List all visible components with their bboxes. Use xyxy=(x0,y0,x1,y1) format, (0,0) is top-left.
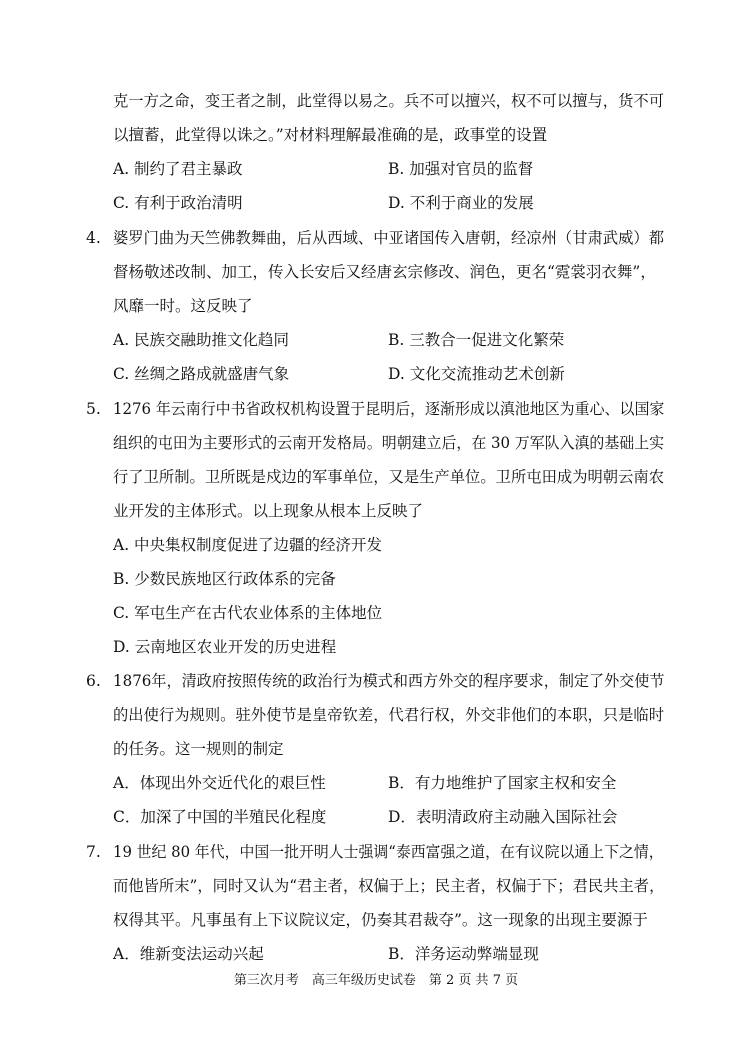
option-c: C. 军屯生产在古代农业体系的主体地位 xyxy=(113,604,383,622)
question-text-line: 1276 年云南行中书省政权机构设置于昆明后，逐渐形成以滇池地区为重心、以国家 xyxy=(113,400,665,418)
option-d: D. 文化交流推动艺术创新 xyxy=(388,365,565,383)
question-text-line: 业开发的主体形式。以上现象从根本上反映了 xyxy=(113,502,424,520)
option-a: A．体现出外交近代化的艰巨性 xyxy=(113,774,326,792)
question-text-line: 的出使行为规则。驻外使节是皇帝钦差，代君行权，外交非他们的本职，只是临时 xyxy=(113,706,665,724)
question-text-line: 以擅蓄，此堂得以诛之。”对材料理解最准确的是，政事堂的设置 xyxy=(113,126,548,144)
question-6-number: 6. xyxy=(86,672,101,690)
option-b: B. 加强对官员的监督 xyxy=(388,160,534,178)
option-d: D. 云南地区农业开发的历史进程 xyxy=(113,638,337,656)
option-a: A. 中央集权制度促进了边疆的经济开发 xyxy=(113,536,383,554)
option-a: A. 民族交融助推文化趋同 xyxy=(113,331,290,349)
option-a: A. 制约了君主暴政 xyxy=(113,160,243,178)
option-b: B. 三教合一促进文化繁荣 xyxy=(388,331,565,349)
option-c: C．加深了中国的半殖民化程度 xyxy=(113,808,327,826)
question-text-line: 19 世纪 80 年代，中国一批开明人士强调“泰西富强之道，在有议院以通上下之情， xyxy=(113,843,664,861)
question-text-line: 1876年，清政府按照传统的政治行为模式和西方外交的程序要求，制定了外交使节 xyxy=(113,672,665,690)
option-b: B．有力地维护了国家主权和安全 xyxy=(388,774,617,792)
option-a: A．维新变法运动兴起 xyxy=(113,945,264,963)
option-b: B. 少数民族地区行政体系的完备 xyxy=(113,570,336,588)
question-text-line: 组织的屯田为主要形式的云南开发格局。明朝建立后，在 30 万军队入滇的基础上实 xyxy=(113,434,665,452)
option-b: B．洋务运动弊端显现 xyxy=(388,945,539,963)
question-text-line: 权得其平。凡事虽有上下议院议定，仍奏其君裁夺”。这一现象的出现主要源于 xyxy=(113,911,648,929)
option-c: C. 丝绸之路成就盛唐气象 xyxy=(113,365,290,383)
option-d: D．表明清政府主动融入国际社会 xyxy=(388,808,618,826)
option-c: C. 有利于政治清明 xyxy=(113,194,243,212)
question-text-line: 行了卫所制。卫所既是戍边的军事单位，又是生产单位。卫所屯田成为明朝云南农 xyxy=(113,468,665,486)
question-text-line: 婆罗门曲为天竺佛教舞曲，后从西域、中亚诸国传入唐朝，经凉州（甘肃武威）都 xyxy=(113,229,665,247)
question-text-line: 而他皆所末”，同时又认为“君主者，权偏于上；民主者，权偏于下；君民共主者， xyxy=(113,877,665,895)
question-text-line: 风靡一时。这反映了 xyxy=(113,297,253,315)
option-d: D. 不利于商业的发展 xyxy=(388,194,534,212)
question-text-line: 的任务。这一规则的制定 xyxy=(113,740,284,758)
page-footer: 第三次月考 高三年级历史试卷 第 2 页 共 7 页 xyxy=(233,973,519,988)
question-7-number: 7. xyxy=(86,843,101,861)
question-text-line: 克一方之命，变王者之制，此堂得以易之。兵不可以擅兴，权不可以擅与，货不可 xyxy=(113,92,665,110)
question-4-number: 4. xyxy=(86,229,101,247)
question-text-line: 督杨敬述改制、加工，传入长安后又经唐玄宗修改、润色，更名“霓裳羽衣舞”， xyxy=(113,263,656,281)
question-5-number: 5. xyxy=(86,400,101,418)
